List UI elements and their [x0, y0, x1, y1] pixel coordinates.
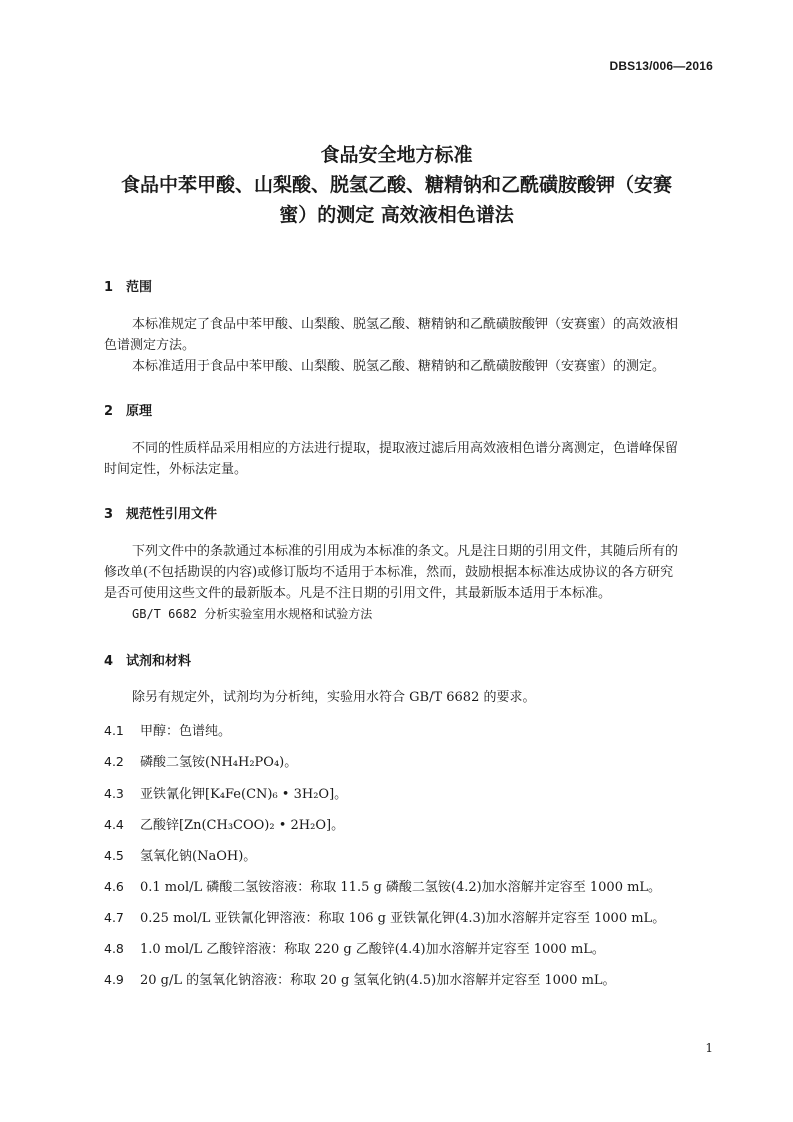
document-code: DBS13/006—2016	[609, 59, 713, 73]
title-line-1: 食品安全地方标准	[320, 144, 473, 166]
paragraph-line: 修改单(不包括勘误的内容)或修订版均不适用于本标准，然而，鼓励根据本标准达成协议的各方研究	[104, 565, 674, 580]
reagent-item	[104, 939, 716, 960]
reagent-item	[104, 784, 716, 805]
reagent-item	[104, 721, 716, 742]
section-1-body	[104, 314, 716, 377]
reagent-item	[104, 908, 716, 929]
paragraph-line: 除另有规定外，试剂均为分析纯，实验用水符合 GB/T 6682 的要求。	[132, 690, 536, 705]
reference-entry: GB/T 6682 分析实验室用水规格和试验方法	[132, 607, 373, 621]
paragraph-line: 不同的性质样品采用相应的方法进行提取，提取液过滤后用高效液相色谱分离测定，色谱峰保留	[132, 441, 679, 456]
title-line-3: 蜜）的测定 高效液相色谱法	[279, 204, 514, 226]
section-title: 原理	[126, 404, 153, 419]
item-number: 4.7	[104, 910, 124, 925]
item-text: 亚铁氰化钾[K₄Fe(CN)₆ • 3H₂O]。	[140, 787, 348, 802]
page-number: 1	[705, 1041, 713, 1055]
section-2-body	[104, 438, 716, 480]
section-number: 3	[104, 507, 114, 522]
title-line-2: 食品中苯甲酸、山梨酸、脱氢乙酸、糖精钠和乙酰磺胺酸钾（安赛	[120, 174, 672, 196]
item-text: 乙酸锌[Zn(CH₃COO)₂ • 2H₂O]。	[140, 818, 345, 833]
item-number: 4.9	[104, 972, 124, 987]
item-number: 4.8	[104, 941, 124, 956]
section-1-heading	[104, 276, 152, 295]
item-number: 4.6	[104, 879, 124, 894]
paragraph-line: 本标准适用于食品中苯甲酸、山梨酸、脱氢乙酸、糖精钠和乙酰磺胺酸钾（安赛蜜）的测定。	[132, 359, 666, 374]
section-number: 1	[104, 280, 114, 295]
section-number: 2	[104, 404, 114, 419]
reagent-item	[104, 752, 716, 773]
section-3-body	[104, 541, 716, 625]
item-text: 甲醇：色谱纯。	[140, 724, 232, 739]
section-title: 试剂和材料	[126, 654, 192, 669]
item-number: 4.4	[104, 817, 124, 832]
reagent-item	[104, 815, 716, 836]
section-2-heading	[104, 400, 152, 419]
item-text: 0.1 mol/L 磷酸二氢铵溶液：称取 11.5 g 磷酸二氢铵(4.2)加水溶解并定容至 1000 mL。	[140, 880, 662, 895]
item-text: 1.0 mol/L 乙酸锌溶液：称取 220 g 乙酸锌(4.4)加水溶解并定容至 1000 mL。	[140, 942, 605, 957]
reagent-item	[104, 846, 716, 867]
item-text: 磷酸二氢铵(NH₄H₂PO₄)。	[140, 755, 298, 770]
reagent-item	[104, 970, 716, 991]
item-text: 0.25 mol/L 亚铁氰化钾溶液：称取 106 g 亚铁氰化钾(4.3)加水溶解并定容至 1000 mL。	[140, 911, 666, 926]
reagent-item	[104, 877, 716, 898]
paragraph-line: 是否可使用这些文件的最新版本。凡是不注日期的引用文件，其最新版本适用于本标准。	[104, 586, 612, 601]
document-title	[90, 140, 703, 230]
item-number: 4.5	[104, 848, 124, 863]
section-3-heading	[104, 503, 217, 522]
item-text: 20 g/L 的氢氧化钠溶液：称取 20 g 氢氧化钠(4.5)加水溶解并定容至 1000 mL。	[140, 973, 616, 988]
item-number: 4.1	[104, 723, 124, 738]
section-title: 范围	[126, 280, 153, 295]
paragraph-line: 时间定性，外标法定量。	[104, 462, 248, 477]
item-number: 4.3	[104, 786, 124, 801]
section-number: 4	[104, 654, 114, 669]
section-title: 规范性引用文件	[126, 507, 218, 522]
section-4-intro	[104, 687, 716, 708]
section-4-heading	[104, 650, 191, 669]
paragraph-line: 色谱测定方法。	[104, 338, 196, 353]
item-number: 4.2	[104, 754, 124, 769]
paragraph-line: 下列文件中的条款通过本标准的引用成为本标准的条文。凡是注日期的引用文件，其随后所有的	[132, 544, 679, 559]
paragraph-line: 本标准规定了食品中苯甲酸、山梨酸、脱氢乙酸、糖精钠和乙酰磺胺酸钾（安赛蜜）的高效液相	[132, 317, 679, 332]
item-text: 氢氧化钠(NaOH)。	[140, 849, 257, 864]
